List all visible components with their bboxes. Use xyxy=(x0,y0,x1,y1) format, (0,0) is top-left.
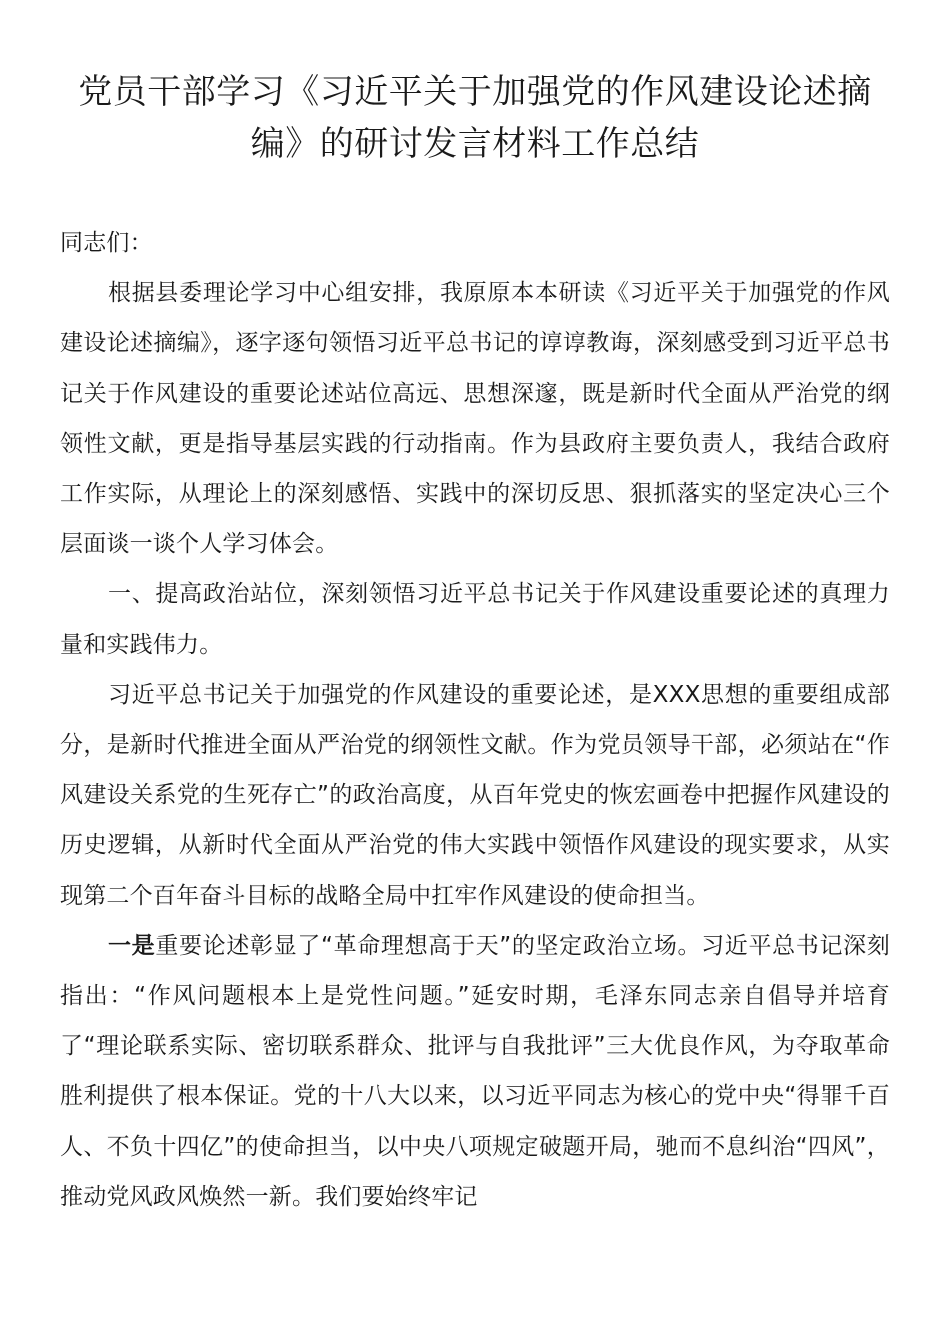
point-text: 重要论述彰显了“革命理想高于天”的坚定政治立场。习近平总书记深刻指出：“作风问题根本上是党性问题。”延安时期，毛泽东同志亲自倡导并培育了“理论联系实际、密切联系群众、批评与自我批评”三大优良作风，为夺取革命胜利提供了根本保证。党的十八大以来，以习近平同志为核心的党中央“得罪千百人、不负十四亿”的使命担当，以中央八项规定破题开局，驰而不息纠治“四风”，推动党风政风焕然一新。我们要始终牢记 xyxy=(60,932,891,1210)
paragraph-intro: 根据县委理论学习中心组安排，我原原本本研读《习近平关于加强党的作风建设论述摘编》，逐字逐句领悟习近平总书记的谆谆教诲，深刻感受到习近平总书记关于作风建设的重要论述站位高远、思想深邃，既是新时代全面从严治党的纲领性文献，更是指导基层实践的行动指南。作为县政府主要负责人，我结合政府工作实际，从理论上的深刻感悟、实践中的深切反思、狠抓落实的坚定决心三个层面谈一谈个人学习体会。 xyxy=(60,280,890,558)
salutation: 同志们： xyxy=(60,230,153,256)
document-title: 党员干部学习《习近平关于加强党的作风建设论述摘编》的研讨发言材料工作总结 xyxy=(78,72,872,164)
paragraph-section-1: 习近平总书记关于加强党的作风建设的重要论述，是XXX思想的重要组成部分，是新时代推进全面从严治党的纲领性文献。作为党员领导干部，必须站在“作风建设关系党的生死存亡”的政治高度，从百年党史的恢宏画卷中把握作风建设的历史逻辑，从新时代全面从严治党的伟大实践中领悟作风建设的现实要求，从实现第二个百年奋斗目标的战略全局中扛牢作风建设的使命担当。 xyxy=(60,681,890,909)
point-lead: 一是 xyxy=(108,932,156,959)
paragraph-point-1 xyxy=(60,921,890,1222)
document-body xyxy=(60,218,890,1222)
section-heading-1: 一、提高政治站位，深刻领悟习近平总书记关于作风建设重要论述的真理力量和实践伟力。 xyxy=(60,581,890,658)
